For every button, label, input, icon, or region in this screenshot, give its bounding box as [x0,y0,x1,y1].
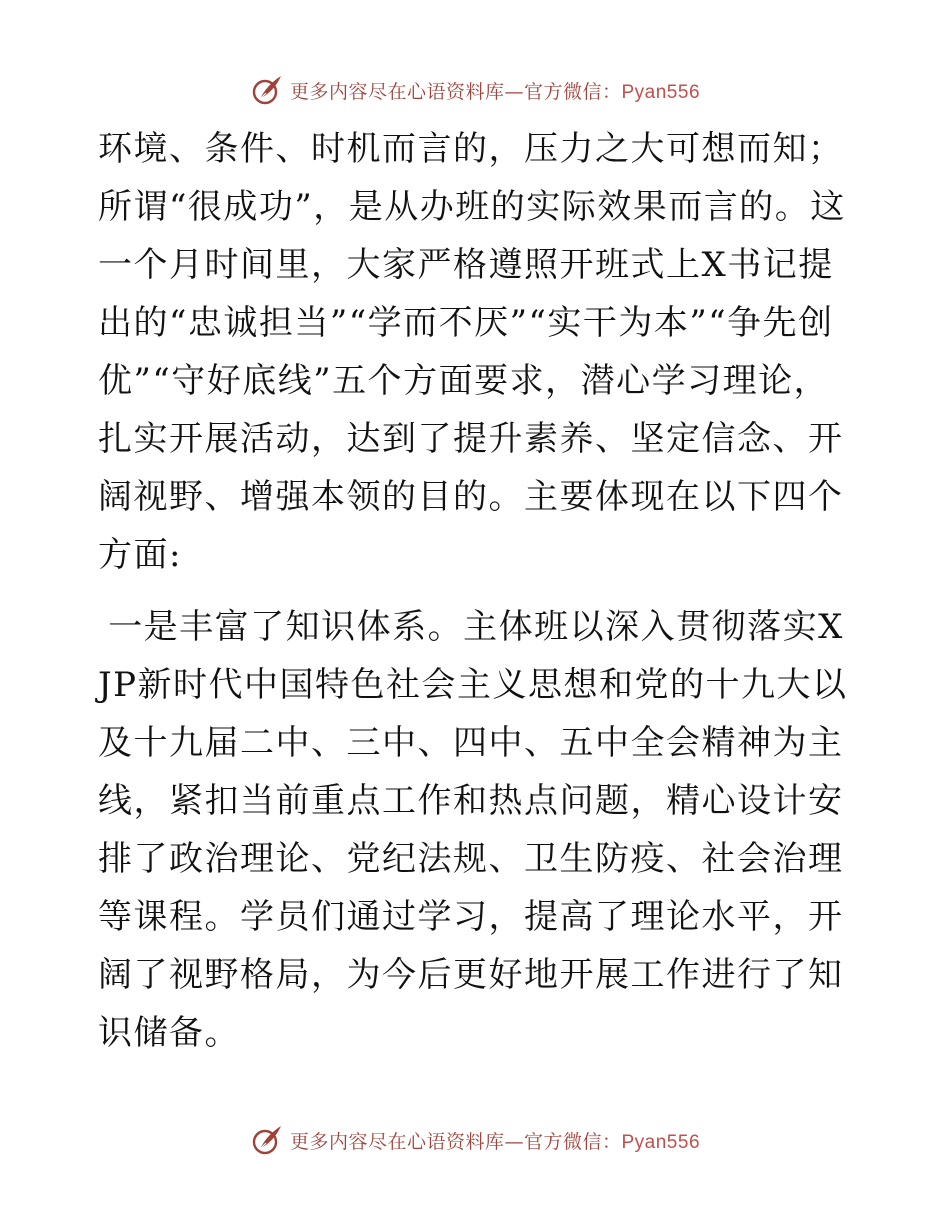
quill-in-circle-icon [250,73,284,107]
footer-banner [0,1118,950,1162]
footer-banner-label: 更多内容尽在心语资料库—官方微信： [289,1130,622,1153]
header-banner [0,68,950,112]
footer-wechat-id: Pyan556 [621,1131,701,1153]
header-banner-text [290,77,700,104]
header-banner-label: 更多内容尽在心语资料库—官方微信： [289,80,622,103]
quill-in-circle-icon [250,1123,284,1157]
body-paragraph-2: 一是丰富了知识体系。主体班以深入贯彻落实XJP新时代中国特色社会主义思想和党的十九大以及十九届二中、三中、四中、五中全会精神为主线，紧扣当前重点工作和热点问题，精心设计安排了政治理论、党纪法规、卫生防疫、社会治理等课程。学员们通过学习，提高了理论水平，开阔了视野格局，为今后更好地开展工作进行了知识储备。 [98,607,848,1053]
header-wechat-id: Pyan556 [621,81,701,103]
footer-banner-text [290,1127,700,1154]
document-body [98,120,858,1062]
body-paragraph-1: 环境、条件、时机而言的，压力之大可想而知；所谓“很成功”，是从办班的实际效果而言的。这一个月时间里，大家严格遵照开班式上X书记提出的“忠诚担当”“学而不厌”“实干为本”“争先创优”“守好底线”五个方面要求，潜心学习理论，扎实开展活动，达到了提升素养、坚定信念、开阔视野、增强本领的目的。主要体现在以下四个方面: [98,129,846,575]
